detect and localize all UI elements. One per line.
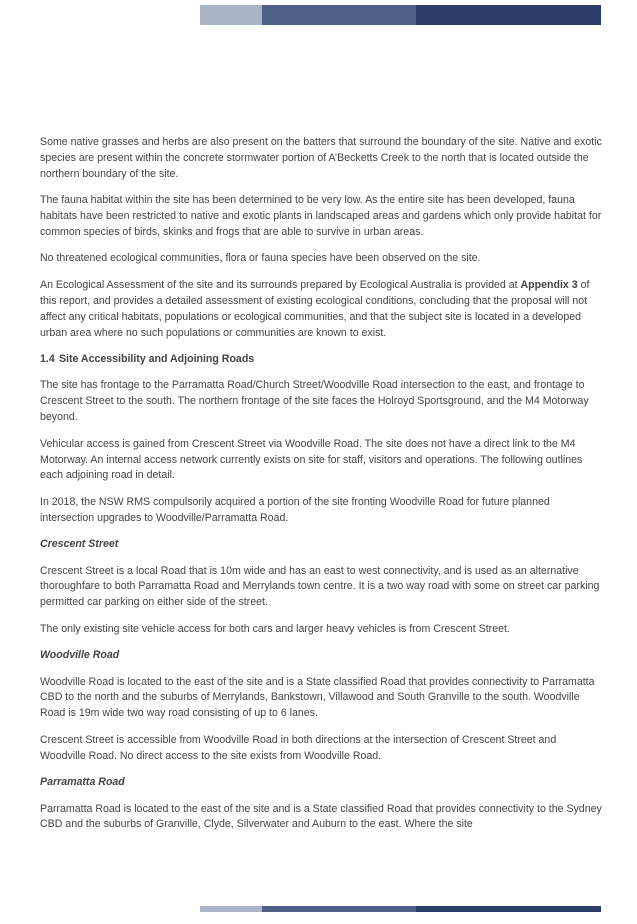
- header-bar-mid-segment: [262, 5, 416, 25]
- subheading-woodville-road: Woodville Road: [40, 649, 120, 662]
- paragraph-native-grasses: Some native grasses and herbs are also present on the batters that surround the boundary of the site. Native and exotic species are present within the concrete stormwater portion of A’Becketts Creek to the north that is located outside the northern boundary of the site.: [40, 136, 602, 180]
- document-body: [40, 135, 602, 844]
- paragraph-crescent-access: Crescent Street is accessible from Woodville Road in both directions at the intersection of Crescent Street and Woodville Road. No direct access to the site exists from Woodville Road.: [40, 733, 557, 762]
- ecological-assessment-text-start: An Ecological Assessment of the site and its surrounds prepared by Ecological Australia is provided at: [40, 278, 521, 291]
- footer-bar-light-segment: [200, 906, 262, 912]
- header-decorative-bar: [200, 5, 601, 25]
- footer-bar-mid-segment: [262, 906, 416, 912]
- ecological-assessment-text-end: of this report, and provides a detailed assessment of existing ecological conditions, concluding that the proposal will not affect any critical habitats, populations or ecological communities, and that the subject site is located in a developed urban area where no such populations or communities are known to exist.: [40, 278, 590, 339]
- header-bar-light-segment: [200, 5, 262, 25]
- header-bar-dark-segment: [416, 5, 601, 25]
- paragraph-crescent-street: Crescent Street is a local Road that is 10m wide and has an east to west connectivity, and is used as an alternative thoroughfare to both Parramatta Road and Merrylands town centre. It is a two way road with some on street car parking permitted car parking on either side of the street.: [40, 564, 600, 609]
- section-heading: [40, 352, 602, 368]
- section-title: Site Accessibility and Adjoining Roads: [58, 352, 255, 365]
- paragraph-vehicular-access: Vehicular access is gained from Crescent Street via Woodville Road. The site does not have a direct link to the M4 Motorway. An internal access network currently exists on site for staff, visitors and operations. The following outlines each adjoining road in detail.: [40, 437, 583, 482]
- paragraph-site-frontage: The site has frontage to the Parramatta Road/Church Street/Woodville Road intersection to the east, and frontage to Crescent Street to the south. The northern frontage of the site faces the Holroyd Sportsground, and the M4 Motorway beyond.: [40, 379, 589, 424]
- paragraph-fauna-habitat: The fauna habitat within the site has been determined to be very low. As the entire site has been developed, fauna habitats have been restricted to native and exotic plants in landscaped areas and gardens which only provide habitat for common species of birds, skinks and frogs that are able to survive in urban areas.: [40, 194, 602, 239]
- paragraph-parramatta-road: Parramatta Road is located to the east of the site and is a State classified Road that provides connectivity to the Sydney CBD and the suburbs of Granville, Clyde, Silverwater and Auburn to the east. Where the site: [40, 802, 602, 831]
- paragraph-rms-acquisition: In 2018, the NSW RMS compulsorily acquired a portion of the site fronting Woodville Road for future planned intersection upgrades to Woodville/Parramatta Road.: [40, 495, 550, 524]
- section-number: 1.4: [40, 352, 55, 365]
- footer-decorative-bar: [200, 906, 601, 912]
- paragraph-site-vehicle-access: The only existing site vehicle access for both cars and larger heavy vehicles is from Crescent Street.: [40, 622, 510, 635]
- paragraph-woodville-road: Woodville Road is located to the east of the site and is a State classified Road that provides connectivity to Parramatta CBD to the north and the suburbs of Merrylands, Bankstown, Villawood and South Granville to the south. Woodville Road is 19m wide two way road consisting of up to 6 lanes.: [40, 675, 595, 720]
- subheading-crescent-street: Crescent Street: [40, 538, 119, 551]
- appendix-reference: Appendix 3: [520, 278, 578, 291]
- subheading-parramatta-road: Parramatta Road: [40, 776, 125, 789]
- paragraph-threatened-communities: No threatened ecological communities, flora or fauna species have been observed on the site.: [40, 252, 481, 265]
- footer-bar-dark-segment: [416, 906, 601, 912]
- paragraph-ecological-assessment: [40, 278, 602, 342]
